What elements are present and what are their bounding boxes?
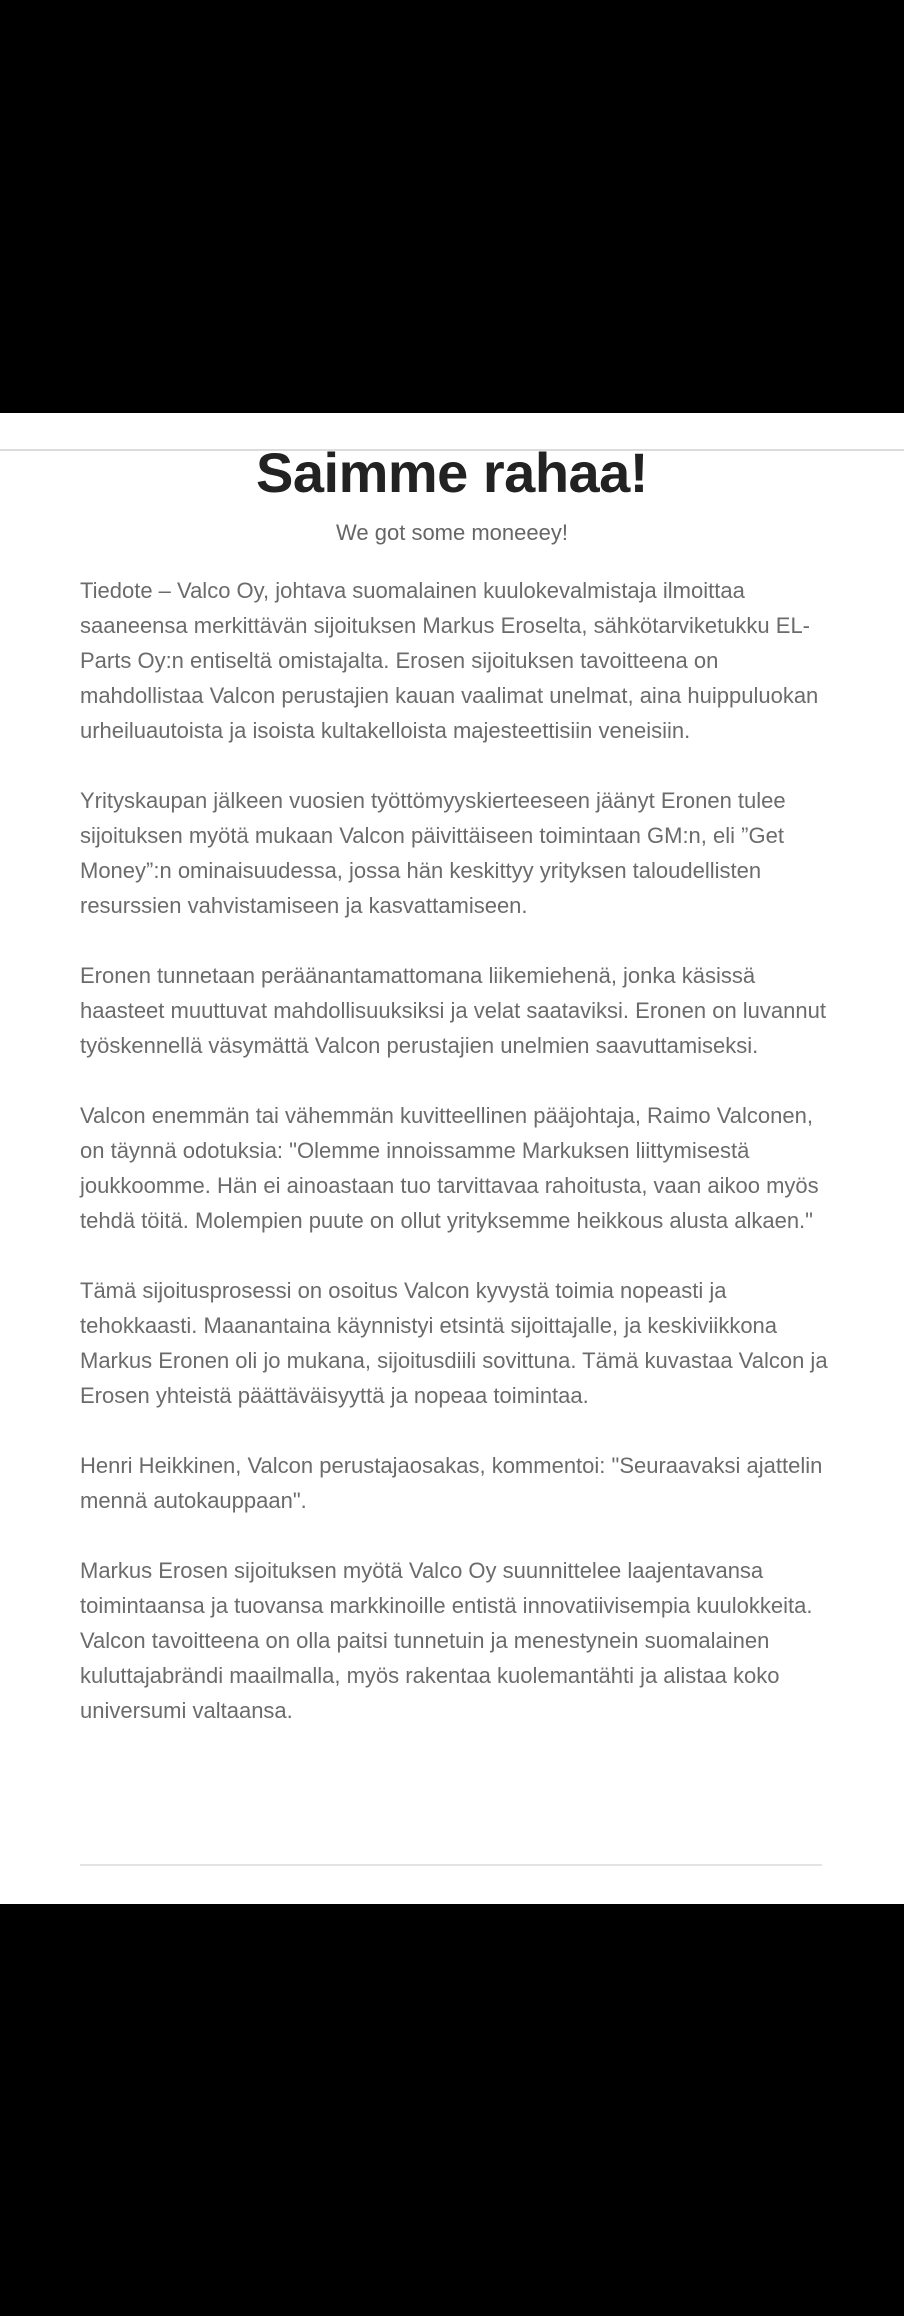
article-body [80, 573, 830, 1763]
article-paragraph: Valcon enemmän tai vähemmän kuvitteellinen pääjohtaja, Raimo Valconen, on täynnä odotuksia: "Olemme innoissamme Markuksen liittymisestä joukkoomme. Hän ei ainoastaan tuo tarvittavaa rahoitusta, vaan aikoo myös tehdä töitä. Molempien puute on ollut yrityksemme heikkous alusta alkaen." [80, 1103, 819, 1233]
article-paragraph: Eronen tunnetaan peräänantamattomana liikemiehenä, jonka käsissä haasteet muuttuvat mahdollisuuksiksi ja velat saataviksi. Eronen on luvannut työskennellä väsymättä Valcon perustajien unelmien saavuttamiseksi. [80, 963, 826, 1058]
article-paragraph: Markus Erosen sijoituksen myötä Valco Oy suunnittelee laajentavansa toimintaansa ja tuovansa markkinoille entistä innovatiivisempia kuulokkeita. Valcon tavoitteena on olla paitsi tunnetuin ja menestynein suomalainen kuluttajabrändi maailmalla, myös rakentaa kuolemantähti ja alistaa koko universumi valtaansa. [80, 1558, 813, 1723]
article-paragraph: Tiedote – Valco Oy, johtava suomalainen kuulokevalmistaja ilmoittaa saaneensa merkittävän sijoituksen Markus Eroselta, sähkötarviketukku EL-Parts Oy:n entiseltä omistajalta. Erosen sijoituksen tavoitteena on mahdollistaa Valcon perustajien kauan vaalimat unelmat, aina huippuluokan urheiluautoista ja isoista kultakelloista majesteettisiin veneisiin. [80, 578, 819, 743]
page-title: Saimme rahaa! [256, 441, 648, 504]
bottom-divider [80, 1864, 822, 1866]
article-paragraph: Henri Heikkinen, Valcon perustajaosakas, kommentoi: "Seuraavaksi ajattelin mennä autokauppaan". [80, 1453, 823, 1513]
article-page [0, 413, 904, 1904]
article-paragraph: Tämä sijoitusprosessi on osoitus Valcon kyvystä toimia nopeasti ja tehokkaasti. Maanantaina käynnistyi etsintä sijoittajalle, ja keskiviikkona Markus Eronen oli jo mukana, sijoitusdiili sovittuna. Tämä kuvastaa Valcon ja Erosen yhteistä päättäväisyyttä ja nopeaa toimintaa. [80, 1278, 828, 1408]
page-subtitle: We got some moneeey! [336, 520, 568, 545]
article-paragraph: Yrityskaupan jälkeen vuosien työttömyyskierteeseen jäänyt Eronen tulee sijoituksen myötä mukaan Valcon päivittäiseen toimintaan GM:n, eli ”Get Money”:n ominaisuudessa, jossa hän keskittyy yrityksen taloudellisten resurssien vahvistamiseen ja kasvattamiseen. [80, 788, 786, 918]
